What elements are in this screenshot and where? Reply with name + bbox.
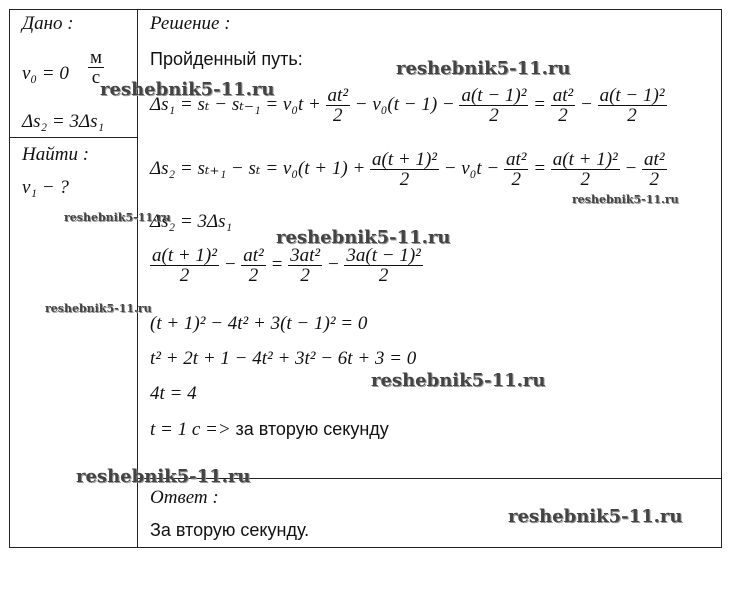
given-find-divider	[9, 137, 138, 138]
watermark: reshebnik5-11.ru	[508, 506, 683, 527]
find-heading: Найти :	[22, 144, 90, 165]
equation-linear: 4t = 4	[150, 383, 197, 404]
given-v0-unit: $\frac{м}{с}$	[90, 47, 103, 88]
watermark: reshebnik5-11.ru	[76, 466, 251, 487]
solution-heading: Решение :	[150, 13, 231, 34]
equation-substituted: $\frac{\text{a(t + 1)²}}{2}$ − $\frac{\text{at²}}{2}$ = $\frac{\text{3at²}}{2}$ − $\frac{\text{3a(t − 1)²}}{2}$	[152, 245, 421, 286]
watermark: reshebnik5-11.ru	[64, 211, 171, 224]
equation-result: t = 1 с => за вторую секунду	[150, 419, 389, 440]
equation-expanded: t² + 2t + 1 − 4t² + 3t² − 6t + 3 = 0	[150, 348, 417, 369]
given-ds-relation: Δs₂ = 3Δs₁	[22, 111, 105, 132]
watermark: reshebnik5-11.ru	[396, 58, 571, 79]
equation-ds2: Δs₂ = sₜ₊₁ − sₜ = v₀(t + 1) + $\frac{\text{a(t + 1)²}}{2}$ − v₀t − $\frac{\text{at²}}{2}$ = $\frac{\text{a(t + 1)²}}{2}$ − $\frac{\text{at²}}{2}$	[150, 149, 665, 190]
given-heading: Дано :	[22, 13, 74, 34]
watermark: reshebnik5-11.ru	[572, 193, 679, 206]
answer-heading: Ответ :	[150, 487, 219, 508]
watermark: reshebnik5-11.ru	[371, 370, 546, 391]
solution-intro: Пройденный путь:	[150, 49, 303, 69]
equation-relation: Δs₂ = 3Δs₁	[150, 211, 233, 232]
watermark: reshebnik5-11.ru	[100, 79, 275, 100]
watermark: reshebnik5-11.ru	[45, 302, 152, 315]
find-item: v₁ − ?	[22, 177, 69, 198]
equation-simplified: (t + 1)² − 4t² + 3(t − 1)² = 0	[150, 313, 368, 334]
equation-ds1: Δs₁ = sₜ − sₜ₋₁ = v₀t + $\frac{\text{at²}}{2}$ − v₀(t − 1) − $\frac{\text{a(t − 1)²}}{2}$ = $\frac{\text{at²}}{2}$ − $\frac{\text{a(t − 1)²}}{2}$	[150, 85, 665, 126]
given-v0: v₀ = 0	[22, 63, 69, 84]
answer-text: За вторую секунду.	[150, 520, 310, 540]
watermark: reshebnik5-11.ru	[276, 227, 451, 248]
